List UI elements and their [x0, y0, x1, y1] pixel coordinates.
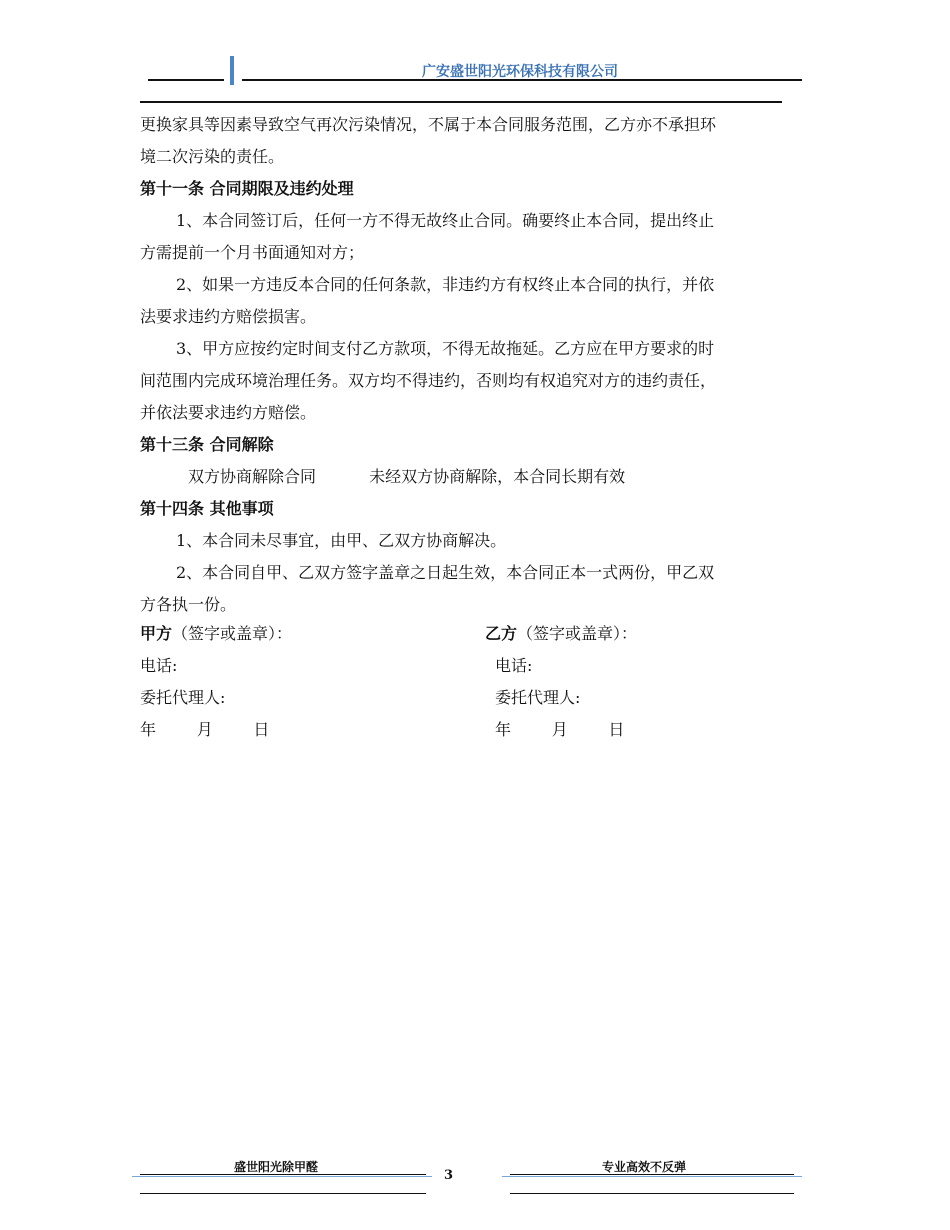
- body-line: 境二次污染的责任。: [140, 147, 285, 166]
- footer-right-slogan: 专业高效不反弹: [602, 1160, 687, 1174]
- section-11-clause: 3、甲方应按约定时间支付乙方款项，不得无故拖延。乙方应在甲方要求的时: [176, 339, 715, 358]
- section-11-clause: 2、如果一方违反本合同的任何条款，非违约方有权终止本合同的执行，并依: [176, 275, 715, 294]
- footer-left-slogan: 盛世阳光除甲醛: [234, 1160, 319, 1174]
- section-11-clause: 1、本合同签订后，任何一方不得无故终止合同。确要终止本合同，提出终止: [176, 211, 715, 230]
- party-a-phone: 电话:: [140, 656, 178, 675]
- section-13-heading: 第十三条 合同解除: [140, 435, 274, 454]
- party-b-label: 乙方: [485, 624, 518, 643]
- contract-body: [140, 109, 806, 621]
- party-b-agent: 委托代理人:: [495, 688, 581, 707]
- party-b-phone: 电话:: [495, 656, 533, 675]
- footer-rule-right-bottom: [510, 1193, 794, 1194]
- footer-rule-left-top: [140, 1174, 426, 1175]
- section-11-clause: 法要求违约方赔偿损害。: [140, 307, 317, 326]
- party-a-signature: [140, 621, 292, 644]
- section-13-options: [140, 461, 806, 493]
- termination-option-mutual: 双方协商解除合同: [188, 467, 317, 486]
- section-14-clause: 2、本合同自甲、乙双方签字盖章之日起生效，本合同正本一式两份，甲乙双: [176, 563, 715, 582]
- header-rule-left: [148, 79, 224, 81]
- footer-rule-right-accent: [502, 1176, 802, 1177]
- header-underline: [140, 101, 782, 103]
- section-11-clause: 方需提前一个月书面通知对方；: [140, 243, 365, 262]
- section-11-heading: 第十一条 合同期限及违约处理: [140, 179, 354, 198]
- party-a-label: 甲方: [140, 624, 173, 643]
- party-b-note: （签字或盖章）：: [517, 624, 638, 643]
- footer-rule-left-bottom: [140, 1193, 426, 1194]
- party-a-agent: 委托代理人:: [140, 688, 226, 707]
- header-company-name: 广安盛世阳光环保科技有限公司: [422, 64, 618, 80]
- section-11-clause: 并依法要求违约方赔偿。: [140, 403, 317, 422]
- section-11-clause: 间范围内完成环境治理任务。双方均不得违约，否则均有权追究对方的违约责任，: [140, 371, 717, 390]
- page-number: 3: [444, 1168, 454, 1183]
- party-a-date: 年 月 日: [140, 720, 270, 739]
- termination-option-longterm: 未经双方协商解除，本合同长期有效: [369, 467, 626, 486]
- party-b-date: 年 月 日: [495, 720, 625, 739]
- footer-rule-left-accent: [132, 1176, 432, 1177]
- party-a-note: （签字或盖章）：: [172, 624, 293, 643]
- section-14-clause: 1、本合同未尽事宜，由甲、乙双方协商解决。: [176, 531, 507, 550]
- footer-rule-right-top: [510, 1174, 794, 1175]
- body-line: 更换家具等因素导致空气再次污染情况，不属于本合同服务范围，乙方亦不承担环: [140, 115, 717, 134]
- header-accent-bar: [230, 56, 234, 85]
- section-14-heading: 第十四条 其他事项: [140, 499, 274, 518]
- party-b-signature: [485, 621, 637, 644]
- section-14-clause: 方各执一份。: [140, 595, 237, 614]
